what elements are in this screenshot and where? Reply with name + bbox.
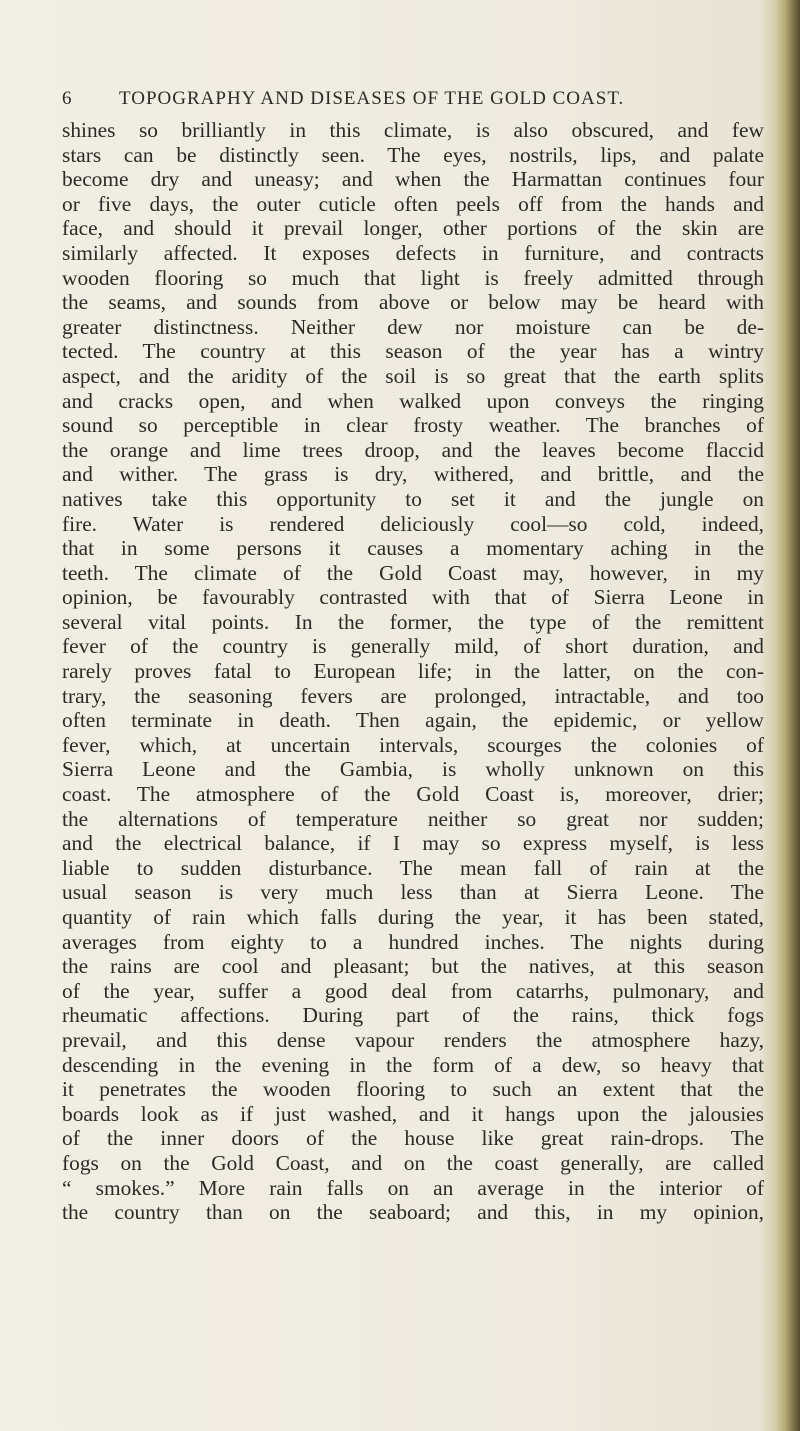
text-line: similarly affected. It exposes defects in furniture, and contracts (62, 240, 764, 265)
text-line: quantity of rain which falls during the year, it has been stated, (62, 905, 764, 929)
text-line: wooden flooring so much that light is freely admitted through (62, 265, 764, 290)
text-line: liable to sudden disturbance. The mean fall of rain at the (62, 855, 764, 880)
text-line: prevail, and this dense vapour renders the atmosphere hazy, (62, 1027, 764, 1052)
text-line: “ smokes.” More rain falls on an average in the interior of (62, 1175, 764, 1200)
body-text (62, 118, 764, 1225)
text-line: the orange and lime trees droop, and the leaves become flaccid (62, 437, 764, 462)
running-head-title: TOPOGRAPHY AND DISEASES OF THE GOLD COAST. (119, 88, 625, 109)
text-line: of the inner doors of the house like great rain-drops. The (62, 1126, 764, 1151)
text-line: coast. The atmosphere of the Gold Coast is, moreover, drier; (62, 782, 764, 807)
text-line: averages from eighty to a hundred inches. The nights during (62, 929, 764, 954)
text-line: the rains are cool and pleasant; but the natives, at this season (62, 954, 764, 979)
text-line: often terminate in death. Then again, the epidemic, or yellow (62, 708, 764, 733)
page-edge-shadow (776, 0, 800, 1431)
text-line: shines so brilliantly in this climate, is also obscured, and few (62, 118, 764, 142)
text-line: descending in the evening in the form of a dew, so heavy that (62, 1052, 764, 1077)
text-line: and the electrical balance, if I may so express myself, is less (62, 831, 764, 856)
text-line: fever of the country is generally mild, of short duration, and (62, 634, 764, 659)
text-line: the seams, and sounds from above or below may be heard with (62, 290, 764, 315)
text-line: rheumatic affections. During part of the rains, thick fogs (62, 1003, 764, 1028)
text-line: several vital points. In the former, the type of the remittent (62, 609, 764, 634)
text-line: usual season is very much less than at Sierra Leone. The (62, 880, 764, 905)
text-line: teeth. The climate of the Gold Coast may, however, in my (62, 560, 764, 585)
text-line: the country than on the seaboard; and this, in my opinion, (62, 1200, 764, 1225)
text-line: or five days, the outer cuticle often peels off from the hands and (62, 191, 764, 216)
text-line: rarely proves fatal to European life; in the latter, on the con- (62, 659, 764, 684)
text-line: natives take this opportunity to set it and the jungle on (62, 486, 764, 511)
text-line: sound so perceptible in clear frosty weather. The branches of (62, 413, 764, 438)
text-line: the alternations of temperature neither so great nor sudden; (62, 806, 764, 831)
text-line: stars can be distinctly seen. The eyes, nostrils, lips, and palate (62, 142, 764, 167)
running-head (62, 88, 762, 118)
text-line: it penetrates the wooden flooring to such an extent that the (62, 1077, 764, 1102)
text-line: greater distinctness. Neither dew nor moisture can be de- (62, 314, 764, 339)
text-line: become dry and uneasy; and when the Harmattan continues four (62, 167, 764, 192)
text-line: and wither. The grass is dry, withered, and brittle, and the (62, 462, 764, 487)
text-line: that in some persons it causes a momentary aching in the (62, 536, 764, 561)
text-line: and cracks open, and when walked upon conveys the ringing (62, 388, 764, 413)
text-line: of the year, suffer a good deal from catarrhs, pulmonary, and (62, 978, 764, 1003)
text-line: fogs on the Gold Coast, and on the coast generally, are called (62, 1150, 764, 1175)
text-line: fever, which, at uncertain intervals, scourges the colonies of (62, 732, 764, 757)
text-line: trary, the seasoning fevers are prolonged, intractable, and too (62, 683, 764, 708)
text-line: boards look as if just washed, and it hangs upon the jalousies (62, 1101, 764, 1126)
text-line: fire. Water is rendered deliciously cool—so cold, indeed, (62, 511, 764, 536)
text-line: aspect, and the aridity of the soil is so great that the earth splits (62, 363, 764, 388)
text-line: opinion, be favourably contrasted with that of Sierra Leone in (62, 585, 764, 610)
page-number: 6 (62, 88, 73, 109)
text-line: Sierra Leone and the Gambia, is wholly unknown on this (62, 757, 764, 782)
text-line: tected. The country at this season of the year has a wintry (62, 339, 764, 364)
text-line: face, and should it prevail longer, other portions of the skin are (62, 216, 764, 241)
